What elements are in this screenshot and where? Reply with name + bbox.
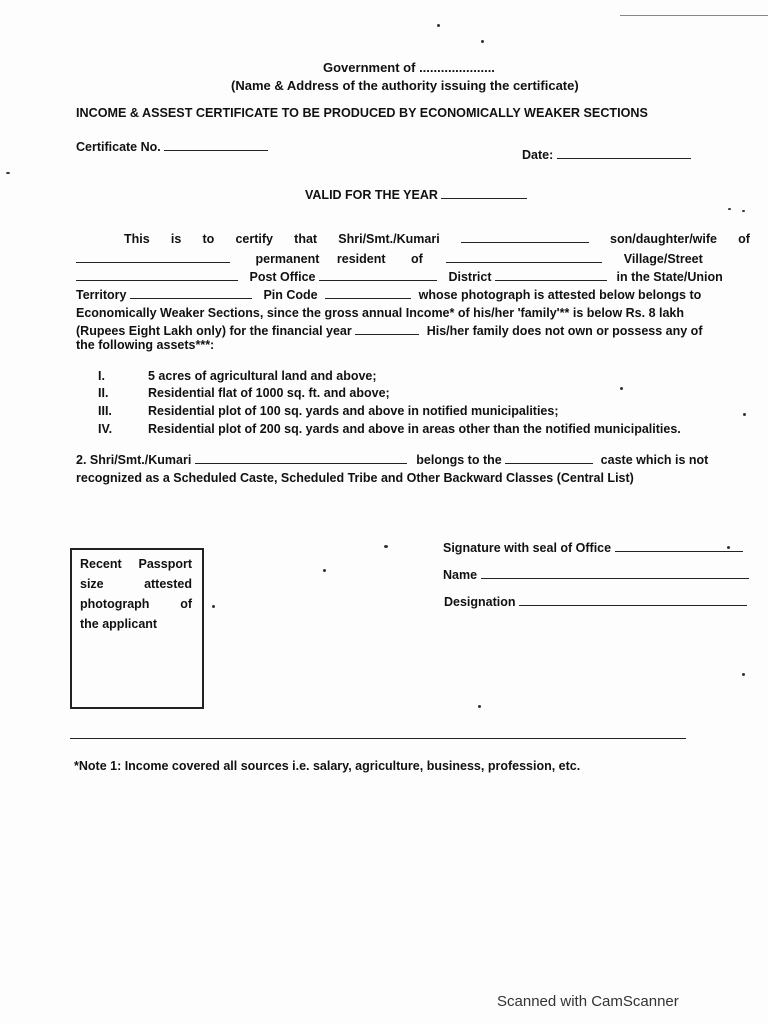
date-field — [522, 148, 691, 162]
body-text: caste which is not — [600, 453, 709, 467]
valid-for-year-label: VALID FOR THE YEAR — [305, 188, 438, 202]
scan-speck — [212, 605, 215, 608]
body-text: of — [738, 232, 750, 246]
signature-field — [443, 541, 743, 555]
asset-item-3-num: III. — [98, 404, 112, 418]
body-text: that — [294, 232, 318, 246]
designation-label: Designation — [444, 595, 516, 609]
body-text: recognized as a Scheduled Caste, Scheduled Tribe and Other Backward Classes (Central List) — [76, 471, 634, 485]
body-text: belongs to the — [416, 453, 502, 467]
body-text: Village/Street — [623, 252, 703, 266]
valid-for-year-blank — [441, 197, 527, 199]
scan-speck — [727, 546, 730, 549]
valid-for-year-field — [305, 188, 527, 202]
body-line-7 — [76, 338, 750, 352]
post-office-blank — [319, 279, 437, 281]
body-line-6 — [76, 324, 750, 338]
scan-speck — [384, 545, 388, 548]
district-blank — [495, 279, 607, 281]
body-text: certify — [235, 232, 273, 246]
body-text: in the State/Union — [616, 270, 723, 284]
scan-speck — [323, 569, 326, 572]
name-label: Name — [443, 568, 478, 582]
signature-label: Signature with seal of Office — [443, 541, 612, 555]
scan-speck — [742, 673, 745, 676]
body-text: Shri/Smt./Kumari — [338, 232, 440, 246]
body-line-2 — [76, 252, 750, 266]
government-of-line: Government of ..................... — [323, 60, 495, 75]
body-text: Pin Code — [263, 288, 318, 302]
asset-item-4-text: Residential plot of 200 sq. yards and above in areas other than the notified municipalities. — [148, 422, 681, 436]
authority-address-line: (Name & Address of the authority issuing the certificate) — [231, 78, 579, 93]
residence-blank — [446, 261, 602, 263]
photo-box-line: Recent Passport — [80, 557, 192, 571]
scan-speck — [728, 208, 731, 210]
body-text: to — [202, 232, 215, 246]
asset-item-2-text: Residential flat of 1000 sq. ft. and above; — [148, 386, 390, 400]
name-field — [443, 568, 749, 582]
para2-line-1 — [76, 453, 750, 467]
scan-speck — [620, 387, 623, 390]
asset-item-2-num: II. — [98, 386, 109, 400]
certificate-title: INCOME & ASSEST CERTIFICATE TO BE PRODUCED BY ECONOMICALLY WEAKER SECTIONS — [76, 106, 648, 120]
village-street-blank — [76, 279, 238, 281]
camscanner-watermark: Scanned with CamScanner — [497, 993, 679, 1010]
body-text: District — [448, 270, 492, 284]
applicant-name-blank — [461, 241, 589, 243]
caste-applicant-blank — [195, 462, 407, 464]
scan-speck — [742, 210, 745, 212]
photo-box-line: photograph of — [80, 597, 192, 611]
body-text: the following assets***: — [76, 338, 215, 352]
photo-box-line: the applicant — [80, 617, 158, 631]
scan-edge-mark — [620, 15, 768, 16]
photo-box-text — [80, 554, 192, 634]
asset-item-4-num: IV. — [98, 422, 113, 436]
body-text: (Rupees Eight Lakh only) for the financial year — [76, 324, 352, 338]
asset-item-1-num: I. — [98, 369, 105, 383]
body-text: His/her family does not own or possess any of — [426, 324, 703, 338]
body-text: permanent — [255, 252, 320, 266]
signature-blank — [615, 550, 743, 552]
body-text: Economically Weaker Sections, since the gross annual Income* of his/her 'family'** is below Rs. 8 lakh — [76, 306, 685, 320]
certificate-no-blank — [164, 149, 268, 151]
state-blank — [130, 297, 252, 299]
photo-box-line: size attested — [80, 577, 192, 591]
asset-item-1-text: 5 acres of agricultural land and above; — [148, 369, 377, 383]
body-line-1 — [124, 232, 750, 246]
name-blank — [481, 577, 749, 579]
body-text: of — [411, 252, 423, 266]
scan-speck — [478, 705, 481, 708]
body-text: resident — [336, 252, 386, 266]
date-blank — [557, 157, 691, 159]
body-text: Post Office — [249, 270, 316, 284]
body-line-4 — [76, 288, 750, 302]
date-label: Date: — [522, 148, 554, 162]
certificate-no-label: Certificate No. — [76, 140, 161, 154]
body-text: whose photograph is attested below belongs to — [418, 288, 702, 302]
relation-name-blank — [76, 261, 230, 263]
pin-code-blank — [325, 297, 411, 299]
body-text: is — [170, 232, 182, 246]
para2-line-2 — [76, 471, 750, 485]
financial-year-blank — [355, 333, 419, 335]
body-text: 2. Shri/Smt./Kumari — [76, 453, 192, 467]
income-note: *Note 1: Income covered all sources i.e. salary, agriculture, business, profession, etc. — [74, 759, 581, 773]
caste-blank — [505, 462, 593, 464]
scan-speck — [437, 24, 440, 27]
scan-speck — [743, 413, 746, 416]
certificate-no-field — [76, 140, 268, 154]
designation-blank — [519, 604, 747, 606]
body-line-3 — [76, 270, 750, 284]
asset-item-3-text: Residential plot of 100 sq. yards and above in notified municipalities; — [148, 404, 559, 418]
body-text: This — [124, 232, 150, 246]
scan-speck — [6, 172, 10, 174]
body-text: son/daughter/wife — [610, 232, 717, 246]
scan-speck — [481, 40, 484, 43]
designation-field — [444, 595, 747, 609]
body-line-5 — [76, 306, 750, 320]
body-text: Territory — [76, 288, 127, 302]
footer-divider — [70, 738, 686, 739]
